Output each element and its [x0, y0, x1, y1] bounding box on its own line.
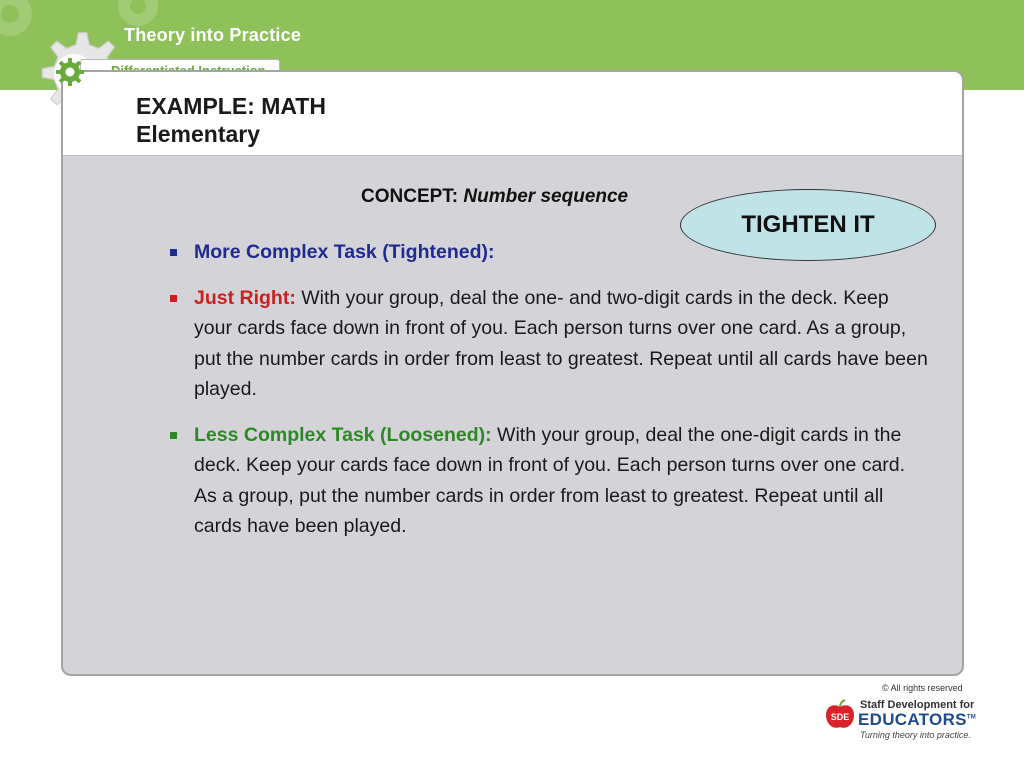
sde-logo: [824, 697, 977, 745]
apple-icon: [824, 699, 856, 731]
slide-title-line1: EXAMPLE: MATH: [136, 93, 326, 119]
banner-title: Theory into Practice: [124, 25, 302, 45]
bullet-label: More Complex Task (Tightened):: [194, 241, 495, 263]
list-item: [168, 420, 928, 542]
small-gear-icon: [54, 56, 86, 88]
list-item: [168, 283, 928, 405]
copyright-notice: © All rights reserved: [882, 683, 963, 693]
slide-title: [136, 92, 326, 148]
logo-tagline: Turning theory into practice.: [860, 730, 971, 740]
concept-value: Number sequence: [463, 186, 629, 207]
logo-tm: TM: [966, 714, 977, 721]
logo-line2: [858, 710, 976, 730]
bullet-square-icon: [170, 295, 177, 302]
bullet-square-icon: [170, 432, 177, 439]
bullet-text: With your group, deal the one- and two-digit cards in the deck. Keep your cards face down in front of you. Each person turns over one card. As a group, put the number cards in order from least to greatest. Repeat until all cards have been played.: [194, 286, 928, 400]
bullet-square-icon: [170, 249, 177, 256]
slide-title-line2: Elementary: [136, 121, 261, 147]
oval-label: TIGHTEN IT: [741, 211, 875, 238]
list-item: [168, 237, 928, 268]
concept-heading: [361, 186, 628, 208]
task-list: [168, 237, 928, 557]
concept-label: CONCEPT:: [361, 186, 459, 207]
bullet-text: With your group, deal the one-digit cards in the deck. Keep your cards face down in front of you. Each person turns over one card. As a group, put the number cards in order from least to greatest. Repeat until all cards have been played.: [194, 423, 906, 537]
logo-educators: EDUCATORS: [858, 710, 967, 729]
bullet-label: Less Complex Task (Loosened):: [194, 423, 492, 446]
title-area: [63, 72, 962, 156]
logo-line1: Staff Development for: [860, 699, 975, 711]
logo-abbrev: SDE: [830, 712, 850, 722]
bullet-label: Just Right:: [194, 286, 296, 309]
